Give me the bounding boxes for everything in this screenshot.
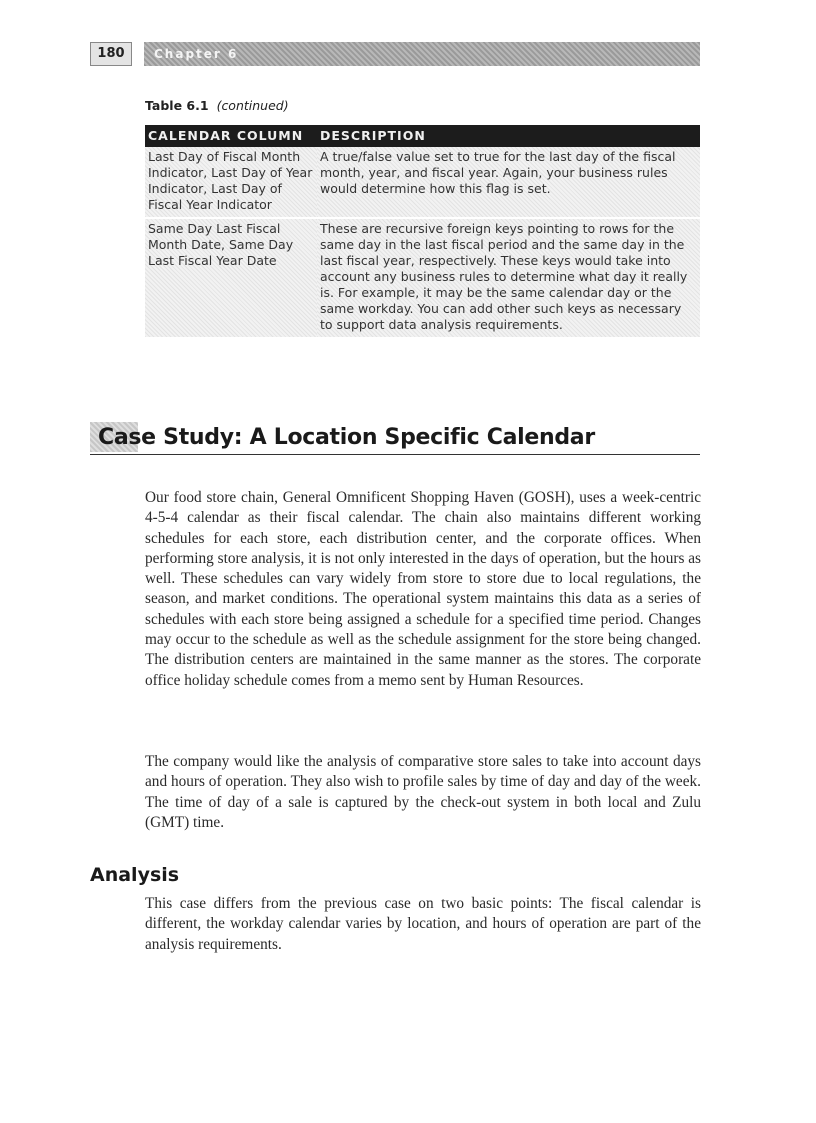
chapter-bar xyxy=(144,42,700,66)
table-cell-description: These are recursive foreign keys pointing to rows for the same day in the last fiscal period and the same day in the last fiscal year, respectively. These keys would take into account any business rules to determine what day it really is. For example, it may be the same calendar day or the same workday. You can add other such keys as necessary to support data analysis requirements. xyxy=(317,218,700,338)
column-header-description: DESCRIPTION xyxy=(317,125,700,147)
table-cell-column: Same Day Last Fiscal Month Date, Same Day Last Fiscal Year Date xyxy=(145,218,317,338)
table-header-row xyxy=(145,125,700,147)
paragraph-text: This case differs from the previous case on two basic points: The fiscal calendar is different, the workday calendar varies by location, and hours of operation are part of the analysis requirements. xyxy=(145,895,701,953)
table-caption-note: (continued) xyxy=(216,98,289,113)
column-header-calendar-column: CALENDAR COLUMN xyxy=(145,125,317,147)
page-header xyxy=(90,42,700,66)
paragraph-text: The company would like the analysis of comparative store sales to take into account days and hours of operation. They also wish to profile sales by time of day and day of the week. The time of day of a sale is captured by the check-out system in both local and Zulu (GMT) time. xyxy=(145,753,701,831)
section-title: Case Study: A Location Specific Calendar xyxy=(98,425,595,450)
paragraph xyxy=(145,894,701,955)
paragraph xyxy=(145,488,701,691)
table-cell-description: A true/false value set to true for the last day of the fiscal month, year, and fiscal year. Again, your business rules would determine how this flag is set. xyxy=(317,147,700,218)
table-cell-column: Last Day of Fiscal Month Indicator, Last Day of Year Indicator, Last Day of Fiscal Year Indicator xyxy=(145,147,317,218)
table-caption-number: Table 6.1 xyxy=(145,98,209,113)
table-row xyxy=(145,147,700,218)
page-number: 180 xyxy=(90,42,132,66)
calendar-table xyxy=(145,125,700,339)
table-caption xyxy=(145,98,289,113)
chapter-label: Chapter 6 xyxy=(154,47,239,61)
paragraph xyxy=(145,752,701,833)
analysis-heading: Analysis xyxy=(90,864,180,886)
table-row xyxy=(145,218,700,338)
paragraph-text: Our food store chain, General Omnificent Shopping Haven (GOSH), uses a week-centric 4-5-4 calendar as their fiscal calendar. The chain also maintains different working schedules for each store, each distribution center, and the corporate offices. When performing store analysis, it is not only interested in the days of operation, but the hours as well. These schedules can vary widely from store to store due to local regulations, the season, and market conditions. The operational system maintains this data as a series of schedules with each store being assigned a schedule for a specified time period. Changes may occur to the schedule as well as the schedule assignment for the store being changed. The distribution centers are maintained in the same manner as the stores. The corporate office holiday schedule comes from a memo sent by Human Resources. xyxy=(145,489,701,689)
section-heading xyxy=(90,424,700,455)
